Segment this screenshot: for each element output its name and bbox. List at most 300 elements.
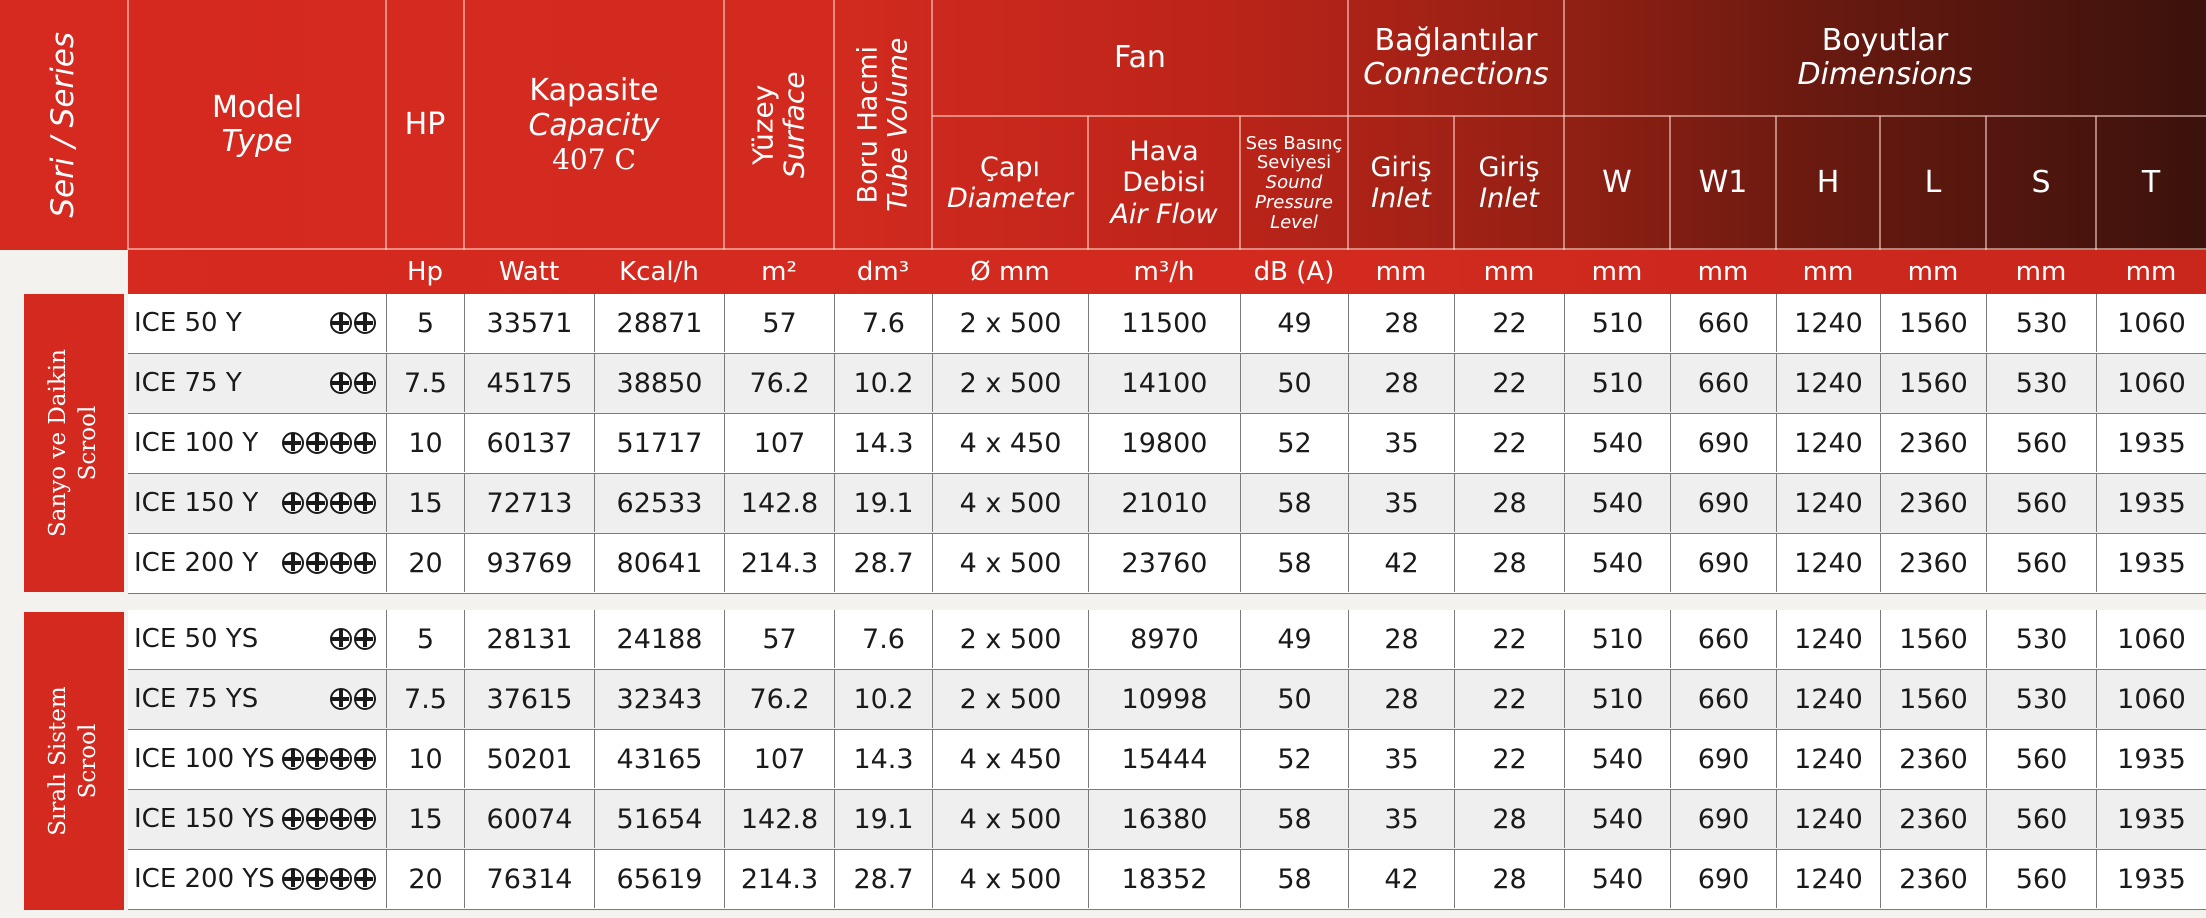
fan-icons xyxy=(328,670,376,728)
cell-hp: 20 xyxy=(386,850,464,908)
fan-icons xyxy=(328,610,376,668)
cell-l: 2360 xyxy=(1880,790,1986,848)
fan-icons xyxy=(280,414,376,472)
cell-h: 1240 xyxy=(1776,534,1880,592)
cell-w: 540 xyxy=(1564,534,1670,592)
connections-tr: Bağlantılar xyxy=(1374,22,1538,58)
header-divider xyxy=(385,0,387,250)
table-row xyxy=(128,730,2206,790)
table-row xyxy=(128,354,2206,414)
fan-icon xyxy=(354,748,376,770)
cell-inlet-1: 28 xyxy=(1348,670,1454,728)
unit-t: mm xyxy=(2125,257,2177,287)
table-row xyxy=(128,610,2206,670)
fan-icon xyxy=(282,808,304,830)
dim-w-label: W xyxy=(1602,164,1632,200)
cell-sound: 58 xyxy=(1240,474,1348,532)
cell-sound: 50 xyxy=(1240,670,1348,728)
cell-hp: 5 xyxy=(386,610,464,668)
cell-model xyxy=(128,790,386,848)
header-surface xyxy=(724,0,834,250)
cell-w1: 690 xyxy=(1670,534,1776,592)
unit-inlet-2: mm xyxy=(1483,257,1535,287)
cell-diameter: 4 x 500 xyxy=(932,790,1088,848)
cell-l: 1560 xyxy=(1880,354,1986,412)
cell-inlet-1: 28 xyxy=(1348,354,1454,412)
fan-icons xyxy=(280,534,376,592)
cell-s: 530 xyxy=(1986,610,2096,668)
header-divider xyxy=(1563,0,1565,250)
cell-s: 530 xyxy=(1986,354,2096,412)
cell-tube: 28.7 xyxy=(834,534,932,592)
model-name: ICE 75 Y xyxy=(134,368,242,398)
cell-hp: 10 xyxy=(386,730,464,788)
header-model xyxy=(128,0,386,250)
cell-kcal: 51717 xyxy=(594,414,724,472)
cell-h: 1240 xyxy=(1776,670,1880,728)
cell-sound: 49 xyxy=(1240,294,1348,352)
fan-sound-en1: Sound xyxy=(1265,172,1323,194)
fan-icon xyxy=(306,552,328,574)
group-label-text xyxy=(44,686,104,835)
header-divider xyxy=(1239,116,1241,250)
cell-model xyxy=(128,610,386,668)
cell-t: 1060 xyxy=(2096,354,2206,412)
cell-s: 530 xyxy=(1986,294,2096,352)
fan-icons xyxy=(280,730,376,788)
fan-icon xyxy=(354,688,376,710)
unit-w: mm xyxy=(1591,257,1643,287)
fan-title: Fan xyxy=(1114,39,1166,75)
cell-tube: 10.2 xyxy=(834,354,932,412)
header-divider xyxy=(127,0,129,250)
cell-tube: 19.1 xyxy=(834,790,932,848)
cell-inlet-1: 35 xyxy=(1348,730,1454,788)
data-table-group-1 xyxy=(128,294,2206,594)
cell-s: 560 xyxy=(1986,534,2096,592)
cell-s: 560 xyxy=(1986,790,2096,848)
fan-icon xyxy=(330,868,352,890)
table-row xyxy=(128,294,2206,354)
cell-w: 510 xyxy=(1564,670,1670,728)
cell-surface: 142.8 xyxy=(724,790,834,848)
model-en: Type xyxy=(221,124,293,159)
cell-inlet-2: 28 xyxy=(1454,474,1564,532)
cell-w: 510 xyxy=(1564,610,1670,668)
header-series xyxy=(0,0,128,250)
capacity-en: Capacity xyxy=(528,107,660,143)
dim-t-label: T xyxy=(2141,164,2161,200)
cell-s: 560 xyxy=(1986,414,2096,472)
unit-diameter: Ø mm xyxy=(970,257,1050,287)
cell-kcal: 32343 xyxy=(594,670,724,728)
cell-inlet-2: 22 xyxy=(1454,354,1564,412)
model-name: ICE 75 YS xyxy=(134,684,259,714)
cell-watt: 45175 xyxy=(464,354,594,412)
cell-h: 1240 xyxy=(1776,850,1880,908)
fan-airflow-tr: Hava Debisi xyxy=(1122,136,1206,199)
cell-w: 510 xyxy=(1564,354,1670,412)
cell-l: 1560 xyxy=(1880,294,1986,352)
cell-kcal: 24188 xyxy=(594,610,724,668)
header-capacity xyxy=(464,0,724,250)
cell-w1: 690 xyxy=(1670,474,1776,532)
fan-icon xyxy=(282,868,304,890)
cell-model xyxy=(128,850,386,908)
fan-icon xyxy=(330,492,352,514)
unit-s: mm xyxy=(2015,257,2067,287)
fan-icons xyxy=(280,790,376,848)
fan-icon xyxy=(306,808,328,830)
cell-surface: 57 xyxy=(724,610,834,668)
header-dim-w xyxy=(1564,116,1670,250)
unit-row-blank xyxy=(0,250,128,294)
cell-airflow: 15444 xyxy=(1088,730,1240,788)
header-divider xyxy=(463,0,465,250)
header-divider xyxy=(833,0,835,250)
header-dim-t xyxy=(2096,116,2206,250)
cell-model xyxy=(128,670,386,728)
table-row xyxy=(128,850,2206,910)
fan-sound-en3: Level xyxy=(1270,211,1318,233)
header-divider xyxy=(1347,0,1349,250)
tube-volume-label xyxy=(853,38,912,212)
cell-kcal: 43165 xyxy=(594,730,724,788)
cell-l: 1560 xyxy=(1880,610,1986,668)
cell-w1: 690 xyxy=(1670,850,1776,908)
cell-t: 1060 xyxy=(2096,294,2206,352)
cell-l: 2360 xyxy=(1880,730,1986,788)
cell-sound: 50 xyxy=(1240,354,1348,412)
dim-w1-label: W1 xyxy=(1698,164,1748,200)
cell-model xyxy=(128,474,386,532)
cell-kcal: 62533 xyxy=(594,474,724,532)
dim-s-label: S xyxy=(2031,164,2051,200)
cell-w: 540 xyxy=(1564,850,1670,908)
header-divider xyxy=(931,0,933,250)
dimensions-tr: Boyutlar xyxy=(1821,22,1949,58)
cell-w1: 660 xyxy=(1670,354,1776,412)
fan-sound-tr1: Ses Basınç xyxy=(1245,132,1343,154)
fan-icons xyxy=(328,354,376,412)
cell-t: 1060 xyxy=(2096,670,2206,728)
cell-surface: 142.8 xyxy=(724,474,834,532)
cell-t: 1060 xyxy=(2096,610,2206,668)
group-label-text xyxy=(44,349,104,537)
unit-sound: dB (A) xyxy=(1253,257,1335,287)
cell-watt: 28131 xyxy=(464,610,594,668)
cell-t: 1935 xyxy=(2096,790,2206,848)
fan-icon xyxy=(330,312,352,334)
table-row xyxy=(128,414,2206,474)
cell-inlet-1: 35 xyxy=(1348,790,1454,848)
tube-volume-tr: Boru Hacmi xyxy=(852,46,884,204)
unit-l: mm xyxy=(1907,257,1959,287)
cell-surface: 214.3 xyxy=(724,534,834,592)
fan-icon xyxy=(354,372,376,394)
cell-inlet-2: 22 xyxy=(1454,610,1564,668)
fan-icon xyxy=(330,432,352,454)
cell-kcal: 28871 xyxy=(594,294,724,352)
unit-watt: Watt xyxy=(498,257,560,287)
cell-airflow: 18352 xyxy=(1088,850,1240,908)
data-table-group-2 xyxy=(128,610,2206,910)
fan-icon xyxy=(354,552,376,574)
fan-icon xyxy=(282,492,304,514)
model-name: ICE 100 YS xyxy=(134,744,275,774)
header-divider xyxy=(1775,116,1777,250)
surface-label xyxy=(748,72,810,179)
fan-icons xyxy=(280,850,376,908)
cell-surface: 214.3 xyxy=(724,850,834,908)
cell-diameter: 2 x 500 xyxy=(932,610,1088,668)
cell-sound: 52 xyxy=(1240,730,1348,788)
surface-tr: Yüzey xyxy=(746,84,780,166)
cell-tube: 10.2 xyxy=(834,670,932,728)
unit-hp: Hp xyxy=(406,257,444,287)
header-tube-volume xyxy=(834,0,932,250)
unit-airflow: m³/h xyxy=(1133,257,1195,287)
header-dimensions xyxy=(1564,0,2206,116)
header-connections xyxy=(1348,0,1564,116)
cell-airflow: 23760 xyxy=(1088,534,1240,592)
dim-h-label: H xyxy=(1816,164,1840,200)
table-row xyxy=(128,790,2206,850)
cell-w1: 660 xyxy=(1670,670,1776,728)
fan-icon xyxy=(306,432,328,454)
header-hp xyxy=(386,0,464,250)
cell-inlet-1: 42 xyxy=(1348,850,1454,908)
cell-t: 1935 xyxy=(2096,474,2206,532)
cell-inlet-2: 28 xyxy=(1454,534,1564,592)
cell-watt: 33571 xyxy=(464,294,594,352)
cell-t: 1935 xyxy=(2096,534,2206,592)
fan-icons xyxy=(280,474,376,532)
table-row xyxy=(128,534,2206,594)
inlet-1-tr: Giriş xyxy=(1370,151,1432,183)
fan-sound-tr2: Seviyesi xyxy=(1256,152,1332,174)
group-label-line1: Sıralı Sistem xyxy=(45,686,72,836)
model-name: ICE 100 Y xyxy=(134,428,259,458)
cell-inlet-2: 22 xyxy=(1454,294,1564,352)
cell-hp: 10 xyxy=(386,414,464,472)
cell-sound: 49 xyxy=(1240,610,1348,668)
cell-airflow: 10998 xyxy=(1088,670,1240,728)
cell-sound: 58 xyxy=(1240,790,1348,848)
cell-hp: 7.5 xyxy=(386,354,464,412)
header-divider xyxy=(723,0,725,250)
unit-inlet-1: mm xyxy=(1375,257,1427,287)
cell-w1: 690 xyxy=(1670,730,1776,788)
cell-inlet-2: 22 xyxy=(1454,670,1564,728)
header-dim-s xyxy=(1986,116,2096,250)
fan-icon xyxy=(330,552,352,574)
fan-icon xyxy=(354,868,376,890)
cell-watt: 76314 xyxy=(464,850,594,908)
cell-kcal: 51654 xyxy=(594,790,724,848)
cell-surface: 107 xyxy=(724,414,834,472)
cell-w: 540 xyxy=(1564,474,1670,532)
cell-h: 1240 xyxy=(1776,414,1880,472)
header-dim-w1 xyxy=(1670,116,1776,250)
header-dim-h xyxy=(1776,116,1880,250)
fan-icon xyxy=(330,628,352,650)
cell-h: 1240 xyxy=(1776,354,1880,412)
cell-hp: 20 xyxy=(386,534,464,592)
header-fan-sound xyxy=(1240,116,1348,250)
cell-h: 1240 xyxy=(1776,610,1880,668)
cell-diameter: 4 x 450 xyxy=(932,730,1088,788)
fan-icons xyxy=(328,294,376,352)
tube-volume-en: Tube Volume xyxy=(882,37,913,213)
fan-icon xyxy=(306,868,328,890)
cell-model xyxy=(128,414,386,472)
fan-icon xyxy=(354,312,376,334)
cell-surface: 76.2 xyxy=(724,670,834,728)
cell-model xyxy=(128,730,386,788)
model-name: ICE 50 Y xyxy=(134,308,242,338)
header-divider xyxy=(1985,116,1987,250)
cell-w: 540 xyxy=(1564,414,1670,472)
unit-kcal: Kcal/h xyxy=(619,257,699,287)
cell-surface: 107 xyxy=(724,730,834,788)
fan-icon xyxy=(330,688,352,710)
fan-icon xyxy=(306,492,328,514)
cell-sound: 58 xyxy=(1240,534,1348,592)
unit-row xyxy=(0,250,2206,294)
cell-s: 560 xyxy=(1986,474,2096,532)
unit-surface: m² xyxy=(761,257,797,287)
hp-label: HP xyxy=(404,106,446,142)
cell-inlet-1: 28 xyxy=(1348,610,1454,668)
cell-w1: 690 xyxy=(1670,790,1776,848)
cell-t: 1935 xyxy=(2096,850,2206,908)
fan-diameter-en: Diameter xyxy=(946,183,1074,214)
fan-icon xyxy=(354,628,376,650)
cell-airflow: 16380 xyxy=(1088,790,1240,848)
cell-airflow: 8970 xyxy=(1088,610,1240,668)
cell-l: 2360 xyxy=(1880,414,1986,472)
cell-tube: 19.1 xyxy=(834,474,932,532)
cell-watt: 37615 xyxy=(464,670,594,728)
table-row xyxy=(128,670,2206,730)
cell-kcal: 80641 xyxy=(594,534,724,592)
cell-inlet-1: 35 xyxy=(1348,414,1454,472)
cell-inlet-2: 28 xyxy=(1454,850,1564,908)
cell-model xyxy=(128,294,386,352)
cell-surface: 57 xyxy=(724,294,834,352)
cell-hp: 7.5 xyxy=(386,670,464,728)
cell-t: 1935 xyxy=(2096,730,2206,788)
cell-airflow: 14100 xyxy=(1088,354,1240,412)
cell-diameter: 2 x 500 xyxy=(932,670,1088,728)
cell-tube: 7.6 xyxy=(834,294,932,352)
cell-l: 2360 xyxy=(1880,474,1986,532)
series-label: Seri / Series xyxy=(45,32,82,218)
inlet-1-en: Inlet xyxy=(1371,183,1431,214)
cell-h: 1240 xyxy=(1776,730,1880,788)
fan-icon xyxy=(330,372,352,394)
cell-inlet-2: 22 xyxy=(1454,730,1564,788)
dim-l-label: L xyxy=(1924,164,1942,200)
header-divider xyxy=(1669,116,1671,250)
cell-s: 560 xyxy=(1986,730,2096,788)
table-header xyxy=(0,0,2206,250)
fan-diameter-tr: Çapı xyxy=(979,151,1041,183)
unit-w1: mm xyxy=(1697,257,1749,287)
cell-tube: 14.3 xyxy=(834,414,932,472)
cell-w1: 660 xyxy=(1670,610,1776,668)
cell-h: 1240 xyxy=(1776,790,1880,848)
cell-tube: 28.7 xyxy=(834,850,932,908)
cell-l: 2360 xyxy=(1880,534,1986,592)
header-divider xyxy=(2095,116,2097,250)
unit-tube: dm³ xyxy=(856,257,910,287)
group-label-sanyo-daikin xyxy=(24,294,124,592)
group-label-sirali-sistem xyxy=(24,612,124,910)
cell-diameter: 2 x 500 xyxy=(932,354,1088,412)
inlet-2-en: Inlet xyxy=(1479,183,1539,214)
cell-surface: 76.2 xyxy=(724,354,834,412)
fan-icon xyxy=(282,432,304,454)
cell-inlet-2: 28 xyxy=(1454,790,1564,848)
model-name: ICE 200 Y xyxy=(134,548,259,578)
cell-watt: 60137 xyxy=(464,414,594,472)
header-divider xyxy=(1087,116,1089,250)
header-divider xyxy=(932,115,2206,117)
header-divider xyxy=(1879,116,1881,250)
connections-en: Connections xyxy=(1363,57,1549,92)
fan-icon xyxy=(354,432,376,454)
surface-en: Surface xyxy=(776,71,810,179)
fan-icon xyxy=(330,748,352,770)
header-divider xyxy=(1453,116,1455,250)
dimensions-en: Dimensions xyxy=(1797,57,1973,92)
inlet-2-tr: Giriş xyxy=(1478,151,1540,183)
group-label-line2: Scrool xyxy=(75,723,101,799)
cell-watt: 72713 xyxy=(464,474,594,532)
cell-kcal: 38850 xyxy=(594,354,724,412)
cell-diameter: 4 x 500 xyxy=(932,850,1088,908)
fan-icon xyxy=(330,808,352,830)
cell-diameter: 2 x 500 xyxy=(932,294,1088,352)
model-name: ICE 150 YS xyxy=(134,804,275,834)
cell-model xyxy=(128,534,386,592)
header-fan-airflow xyxy=(1088,116,1240,250)
fan-icon xyxy=(282,748,304,770)
header-fan-diameter xyxy=(932,116,1088,250)
cell-airflow: 19800 xyxy=(1088,414,1240,472)
unit-h: mm xyxy=(1802,257,1854,287)
header-inlet-2 xyxy=(1454,116,1564,250)
header-dim-l xyxy=(1880,116,1986,250)
cell-h: 1240 xyxy=(1776,294,1880,352)
model-name: ICE 200 YS xyxy=(134,864,275,894)
cell-h: 1240 xyxy=(1776,474,1880,532)
cell-airflow: 21010 xyxy=(1088,474,1240,532)
cell-diameter: 4 x 500 xyxy=(932,534,1088,592)
cell-s: 560 xyxy=(1986,850,2096,908)
cell-model xyxy=(128,354,386,412)
table-row xyxy=(128,474,2206,534)
cell-l: 2360 xyxy=(1880,850,1986,908)
group-label-line2: Scrool xyxy=(75,405,101,481)
header-inlet-1 xyxy=(1348,116,1454,250)
cell-w1: 660 xyxy=(1670,294,1776,352)
cell-inlet-1: 42 xyxy=(1348,534,1454,592)
cell-hp: 15 xyxy=(386,474,464,532)
cell-w: 540 xyxy=(1564,790,1670,848)
